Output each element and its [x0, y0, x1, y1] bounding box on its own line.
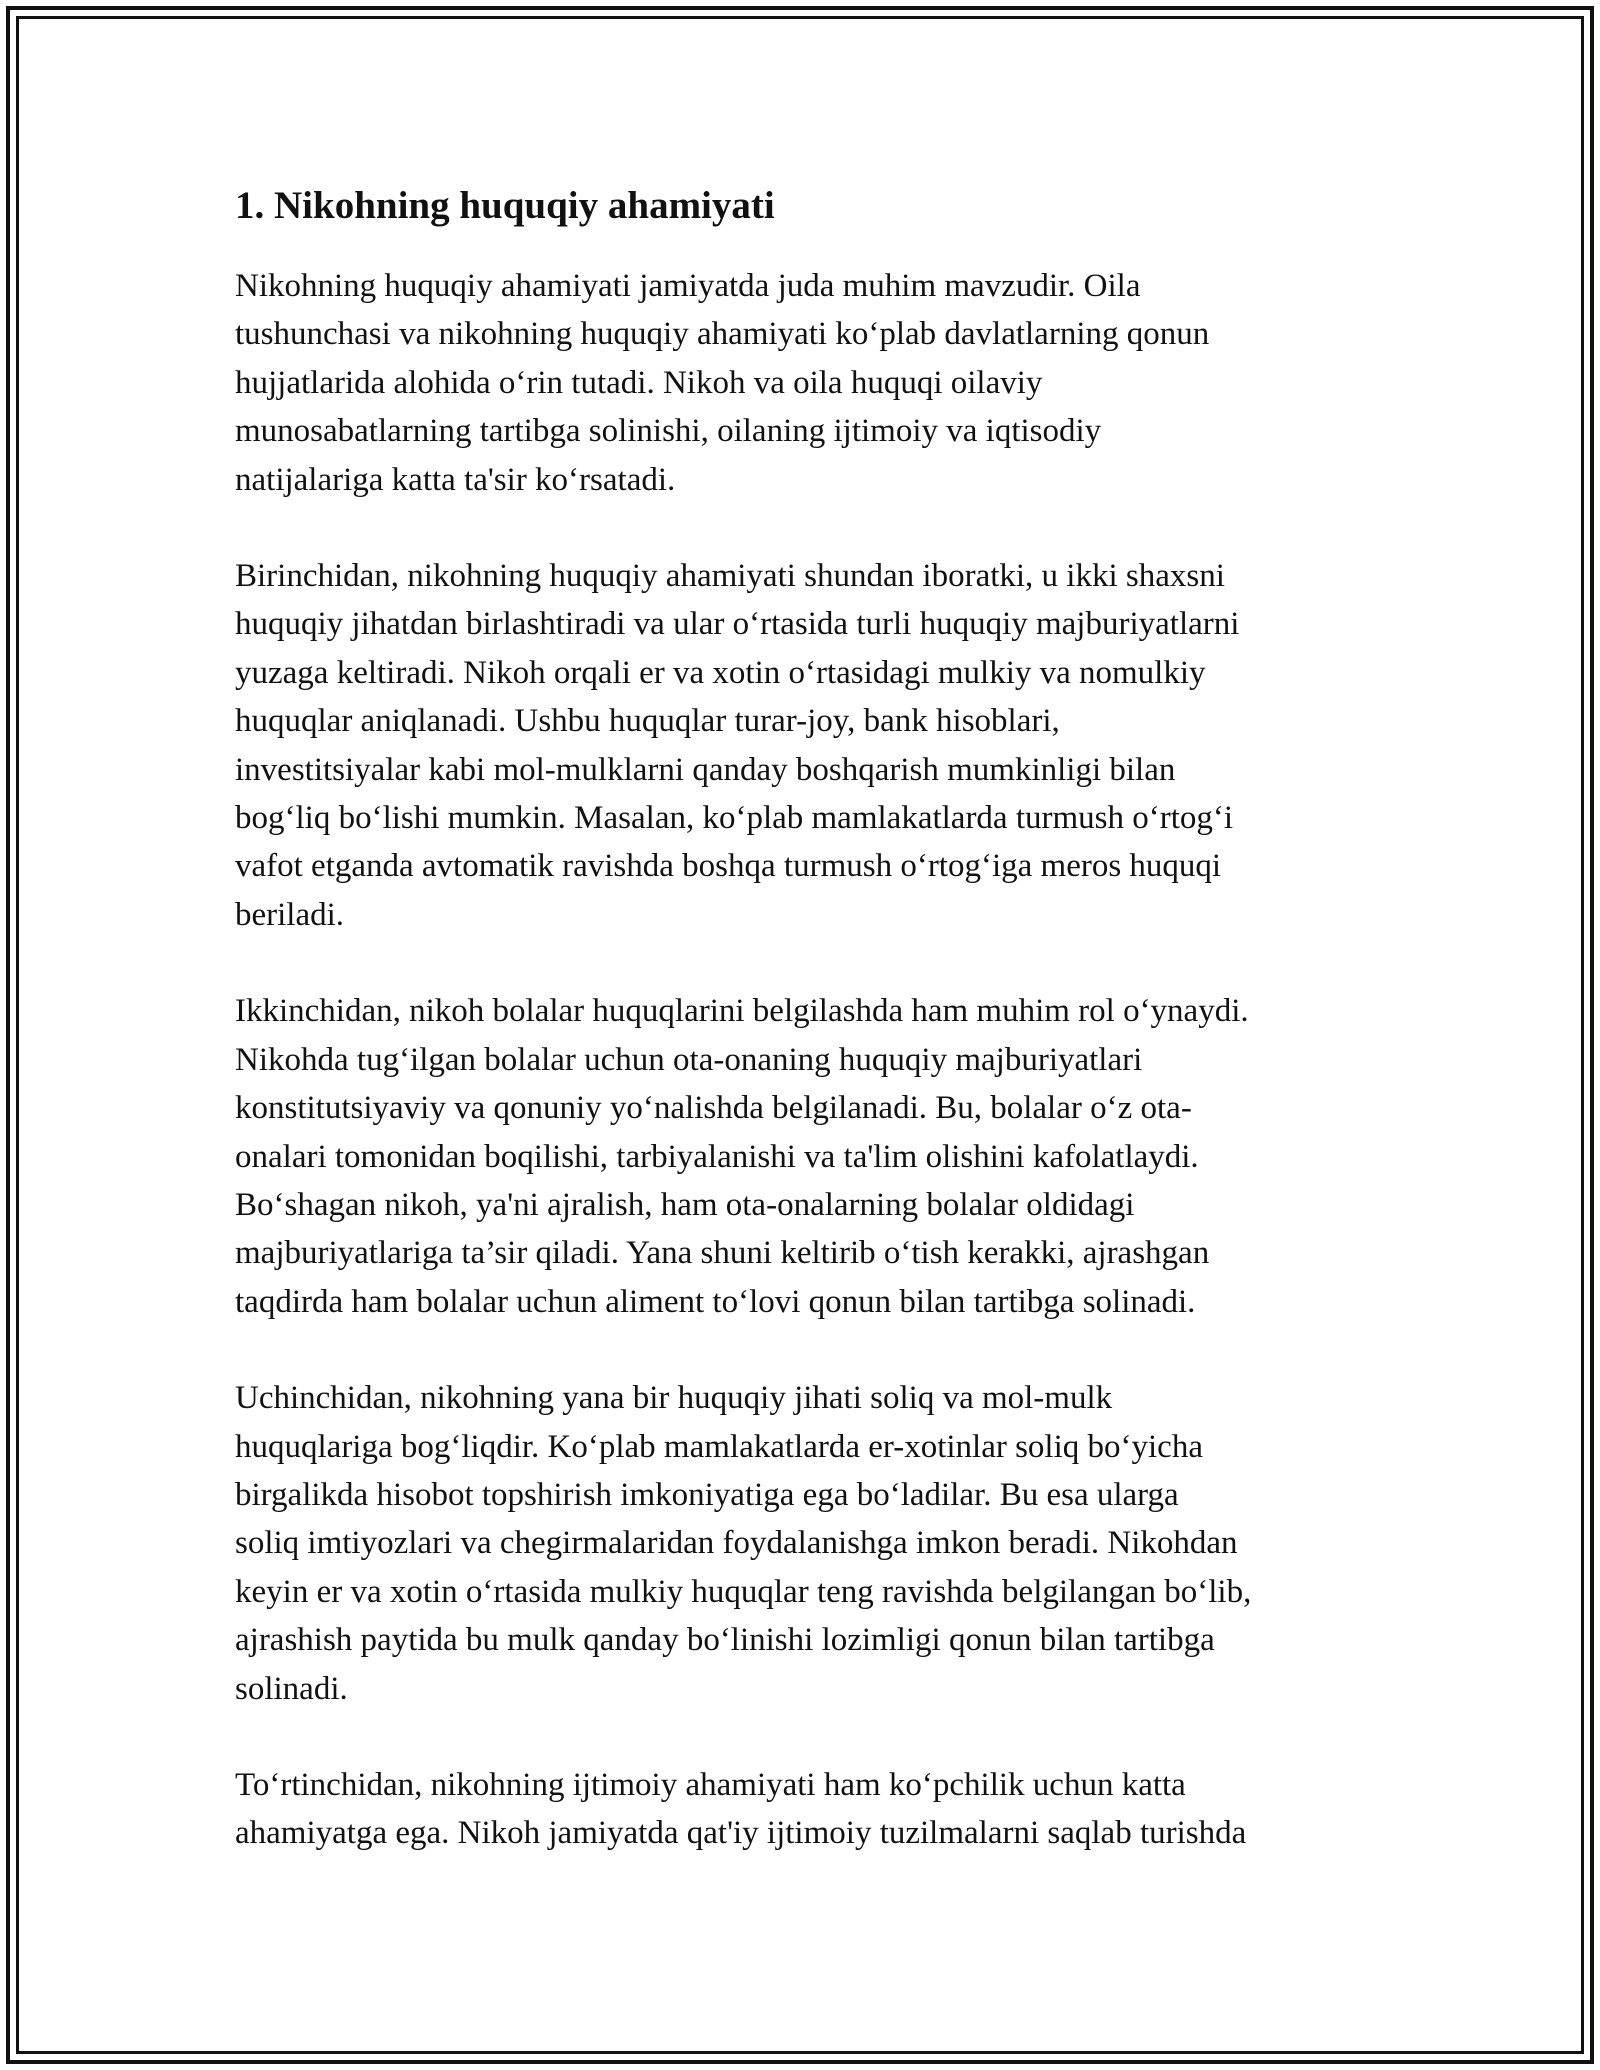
paragraph-line: Nikohda tug‘ilgan bolalar uchun ota-onaning huquqiy majburiyatlari [235, 1041, 1143, 1078]
paragraph-line: yuzaga keltiradi. Nikoh orqali er va xotin o‘rtasidagi mulkiy va nomulkiy [235, 654, 1206, 691]
paragraph-line: soliq imtiyozlari va chegirmalaridan foydalanishga imkon beradi. Nikohdan [235, 1525, 1238, 1562]
paragraph-line: Uchinchidan, nikohning yana bir huquqiy jihati soliq va mol-mulk [235, 1380, 1113, 1417]
paragraph-line: natijalariga katta ta'sir ko‘rsatadi. [235, 461, 676, 498]
paragraph-line: Bo‘shagan nikoh, ya'ni ajralish, ham ota-onalarning bolalar oldidagi [235, 1186, 1135, 1223]
paragraph-line: Nikohning huquqiy ahamiyati jamiyatda juda muhim mavzudir. Oila [235, 268, 1141, 304]
paragraph-line: Birinchidan, nikohning huquqiy ahamiyati shundan iboratki, u ikki shaxsni [235, 558, 1225, 595]
paragraph-line: To‘rtinchidan, nikohning ijtimoiy ahamiyati ham ko‘pchilik uchun katta [235, 1766, 1186, 1803]
document-body [235, 178, 1375, 1906]
paragraph-line: konstitutsiyaviy va qonuniy yo‘nalishda belgilanadi. Bu, bolalar o‘z ota- [235, 1090, 1192, 1127]
paragraph-first [235, 552, 1375, 939]
paragraph-line: investitsiyalar kabi mol-mulklarni qanday boshqarish mumkinligi bilan [235, 751, 1176, 788]
paragraph-line: bog‘liq bo‘lishi mumkin. Masalan, ko‘plab mamlakatlarda turmush o‘rtog‘i [235, 800, 1234, 837]
section-heading: 1. Nikohning huquqiy ahamiyati [235, 184, 775, 227]
paragraph-intro [235, 262, 1375, 504]
paragraph-line: solinadi. [235, 1670, 348, 1707]
paragraph-line: huquqlariga bog‘liqdir. Ko‘plab mamlakatlarda er-xotinlar soliq bo‘yicha [235, 1428, 1203, 1465]
paragraph-line: keyin er va xotin o‘rtasida mulkiy huquqlar teng ravishda belgilangan bo‘lib, [235, 1573, 1252, 1610]
paragraph-second [235, 987, 1375, 1326]
paragraph-line: huquqlar aniqlanadi. Ushbu huquqlar turar-joy, bank hisoblari, [235, 703, 1060, 740]
paragraph-line: tushunchasi va nikohning huquqiy ahamiyati ko‘plab davlatlarning qonun [235, 316, 1210, 353]
paragraph-line: beriladi. [235, 896, 345, 933]
paragraph-line: Ikkinchidan, nikoh bolalar huquqlarini belgilashda ham muhim rol o‘ynaydi. [235, 993, 1249, 1030]
paragraph-line: ajrashish paytida bu mulk qanday bo‘linishi lozimligi qonun bilan tartibga [235, 1622, 1215, 1659]
paragraph-line: onalari tomonidan boqilishi, tarbiyalanishi va ta'lim olishini kafolatlaydi. [235, 1138, 1199, 1175]
paragraph-line: majburiyatlariga ta’sir qiladi. Yana shuni keltirib o‘tish kerakki, ajrashgan [235, 1235, 1210, 1272]
paragraph-line: ahamiyatga ega. Nikoh jamiyatda qat'iy ijtimoiy tuzilmalarni saqlab turishda [235, 1815, 1247, 1852]
paragraph-line: huquqiy jihatdan birlashtiradi va ular o‘rtasida turli huquqiy majburiyatlarni [235, 606, 1240, 643]
paragraph-fourth [235, 1761, 1375, 1858]
paragraph-line: taqdirda ham bolalar uchun aliment to‘lovi qonun bilan tartibga solinadi. [235, 1283, 1196, 1320]
paragraph-line: munosabatlarning tartibga solinishi, oilaning ijtimoiy va iqtisodiy [235, 413, 1102, 450]
paragraph-line: hujjatlarida alohida o‘rin tutadi. Nikoh va oila huquqi oilaviy [235, 364, 1043, 401]
paragraph-line: vafot etganda avtomatik ravishda boshqa turmush o‘rtog‘iga meros huquqi [235, 848, 1222, 885]
paragraph-third [235, 1374, 1375, 1713]
paragraph-line: birgalikda hisobot topshirish imkoniyatiga ega bo‘ladilar. Bu esa ularga [235, 1476, 1179, 1513]
